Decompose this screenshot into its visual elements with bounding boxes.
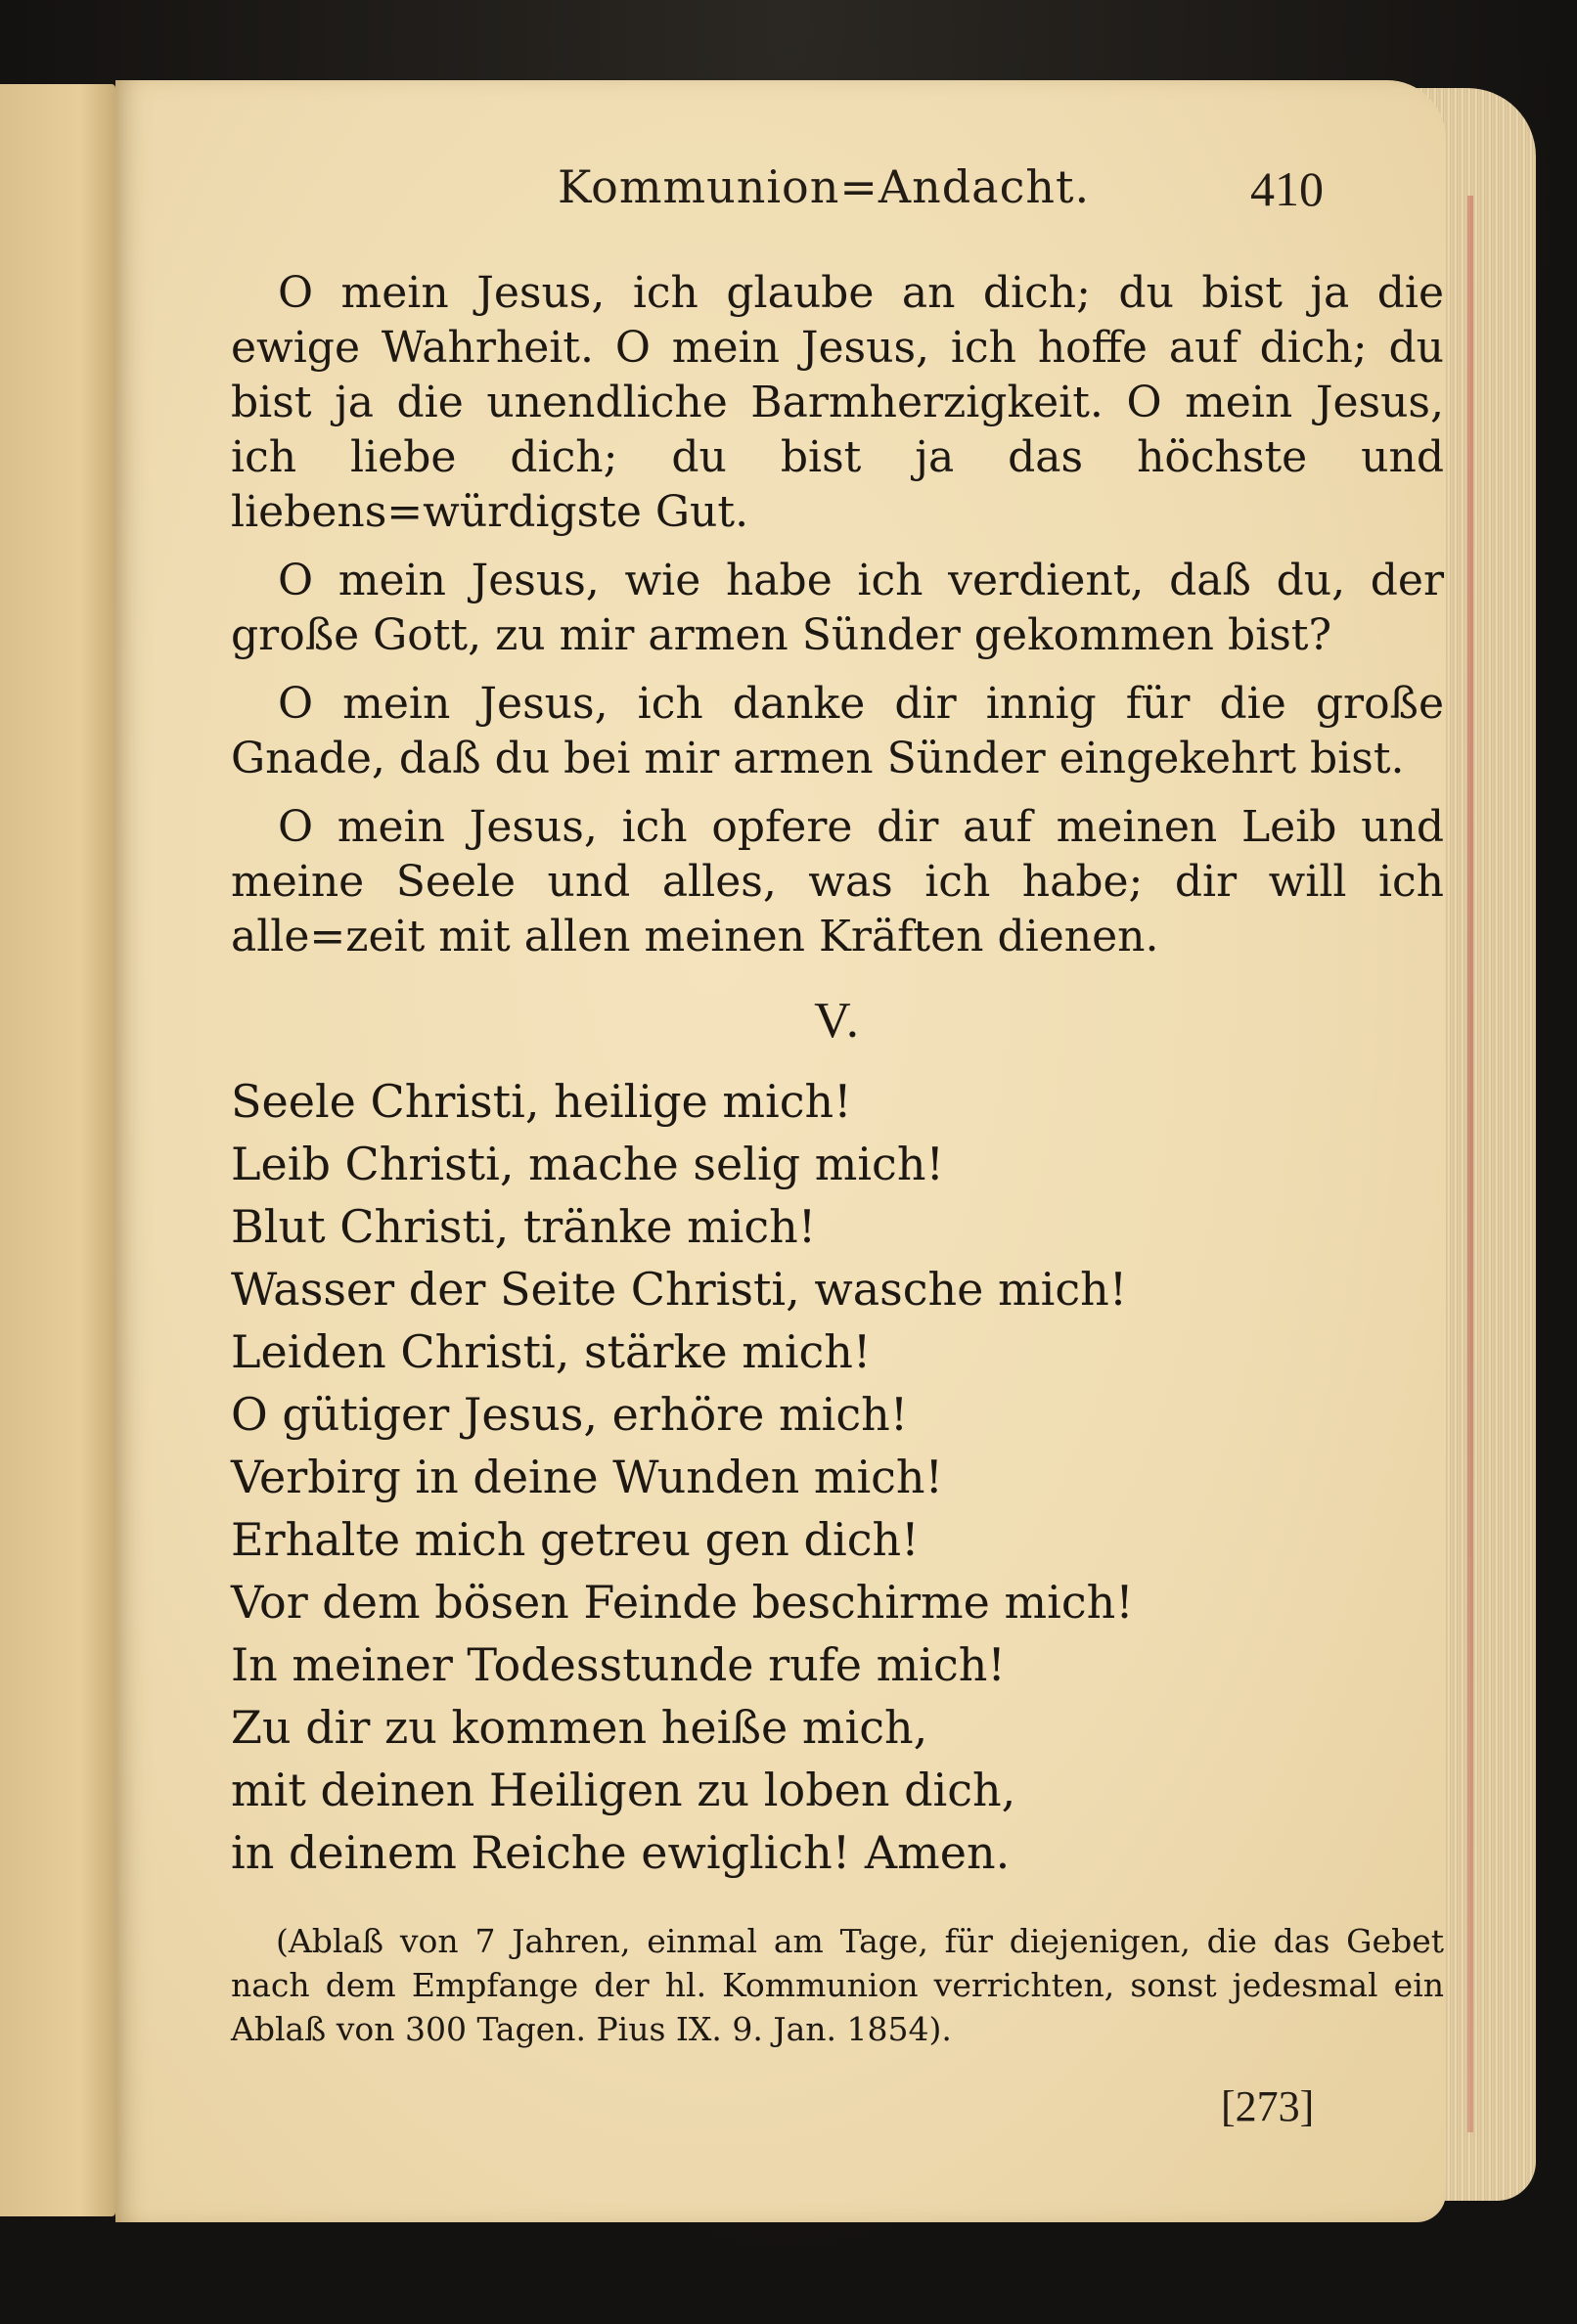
paragraph-4: O mein Jesus, ich opfere dir auf meinen Leib und meine Seele und alles, was ich habe; dir will ich alle=zeit mit allen meinen Kräften dienen. (231, 802, 1444, 961)
litany-line: in deinem Reiche ewiglich! Amen. (231, 1826, 1011, 1879)
litany-line: Seele Christi, heilige mich! (231, 1075, 852, 1128)
litany-line: Erhalte mich getreu gen dich! (231, 1513, 920, 1566)
running-head-title: Kommunion=Andacht. (558, 160, 1091, 213)
litany-line: In meiner Todesstunde rufe mich! (231, 1638, 1006, 1691)
red-page-edge (1467, 196, 1473, 2132)
litany (231, 1070, 1444, 1884)
signature-mark: [273] (1221, 2082, 1315, 2130)
litany-line: mit deinen Heiligen zu loben dich, (231, 1764, 1016, 1816)
page-body (231, 266, 1444, 2083)
paragraph-3: O mein Jesus, ich danke dir innig für die große Gnade, daß du bei mir armen Sünder eingekehrt bist. (231, 679, 1444, 783)
section-heading: V. (814, 993, 861, 1049)
litany-line: Zu dir zu kommen heiße mich, (231, 1701, 928, 1754)
litany-line: Leiden Christi, stärke mich! (231, 1325, 872, 1378)
litany-line: Vor dem bösen Feinde beschirme mich! (231, 1576, 1134, 1629)
litany-line: Verbirg in deine Wunden mich! (231, 1451, 944, 1503)
paragraph-1: O mein Jesus, ich glaube an dich; du bist ja die ewige Wahrheit. O mein Jesus, ich hoffe auf dich; du bist ja die unendliche Barmherzigkeit. O mein Jesus, ich liebe dich; du bist ja das höchste und liebens=würdigste Gut. (231, 268, 1444, 537)
litany-line: Leib Christi, mache selig mich! (231, 1138, 944, 1190)
page-number: 410 (1250, 161, 1324, 216)
paragraph-2: O mein Jesus, wie habe ich verdient, daß du, der große Gott, zu mir armen Sünder gekommen bist? (231, 556, 1444, 660)
book-page (115, 80, 1446, 2222)
left-page-edge (0, 84, 115, 2216)
litany-line: Wasser der Seite Christi, wasche mich! (231, 1263, 1128, 1316)
indulgence-footnote: (Ablaß von 7 Jahren, einmal am Tage, für diejenigen, die das Gebet nach dem Empfange der hl. Kommunion verrichten, sonst jedesmal ein Ablaß von 300 Tagen. Pius IX. 9. Jan. 1854). (231, 1922, 1444, 2048)
litany-line: Blut Christi, tränke mich! (231, 1200, 817, 1253)
litany-line: O gütiger Jesus, erhöre mich! (231, 1388, 909, 1441)
